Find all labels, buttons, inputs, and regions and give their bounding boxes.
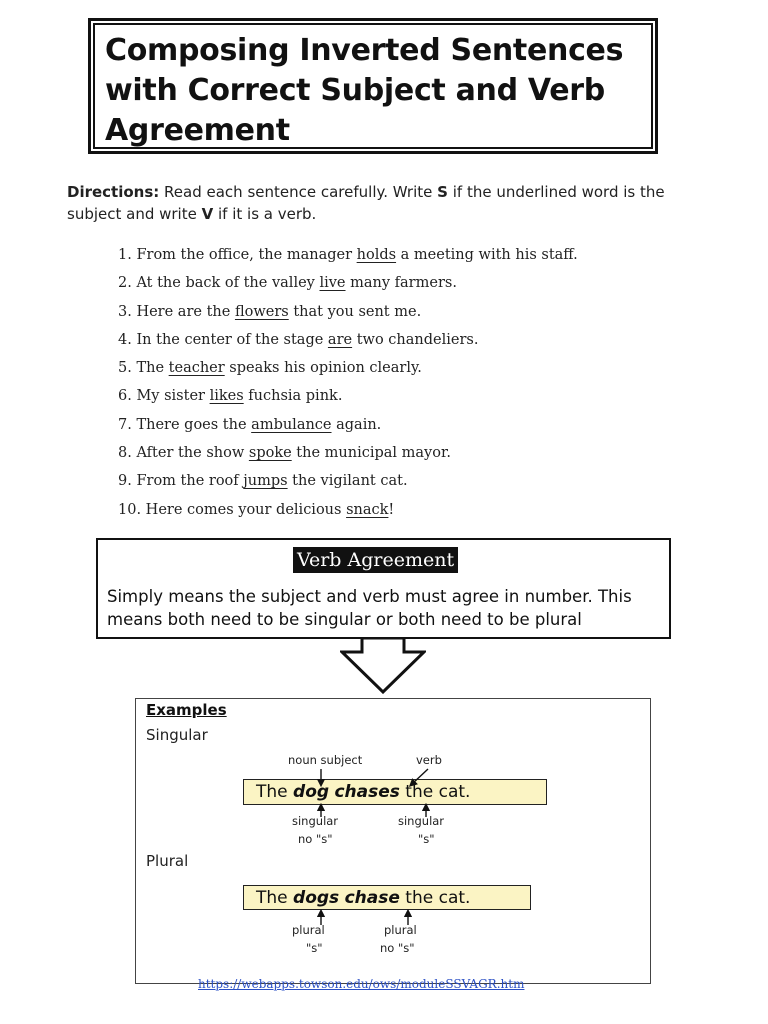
- sentence-before: In the center of the stage: [136, 331, 328, 348]
- underlined-word: teacher: [168, 360, 225, 377]
- sentence-before: At the back of the valley: [136, 275, 320, 292]
- title-line-1: Composing Inverted Sentences: [105, 33, 624, 68]
- sentence-number: 10.: [118, 501, 142, 518]
- sentence-before: There goes the: [136, 416, 252, 433]
- sentence-before: Here comes your delicious: [145, 501, 347, 518]
- sentence-subject: dog: [293, 782, 330, 802]
- underlined-word: likes: [209, 388, 244, 405]
- sentence-verb: chase: [344, 888, 400, 908]
- examples-figure: [135, 698, 651, 984]
- sentence-number: 2.: [118, 275, 132, 292]
- underlined-word: live: [319, 275, 346, 292]
- sentence-number: 5.: [118, 360, 132, 377]
- noun-subject-label: noun subject: [288, 753, 363, 767]
- plural-right-sublabel: no "s": [380, 941, 415, 955]
- source-link[interactable]: https://webapps.towson.edu/ows/moduleSSVAGR.htm: [198, 977, 525, 991]
- sentence-after: fuchsia pink.: [243, 388, 343, 405]
- directions-text-2: if the underlined word is the subject and write: [67, 183, 665, 223]
- sentence-number: 1.: [118, 247, 132, 263]
- sentence-rest: the cat.: [399, 888, 471, 908]
- verb-agreement-definition: Simply means the subject and verb must agree in number. This means both need to be singular or both need to be plural: [107, 587, 632, 629]
- sentence-before: My sister: [136, 388, 210, 405]
- sentence-number: 9.: [118, 473, 132, 490]
- sentence-number: 7.: [118, 416, 132, 433]
- title-inner-border: [93, 23, 653, 149]
- title-box: [88, 18, 658, 154]
- underlined-word: flowers: [234, 303, 289, 320]
- sentence-item: [118, 356, 578, 384]
- underlined-word: snack: [346, 501, 389, 518]
- sentence-number: 6.: [118, 388, 132, 405]
- sentence-item: [118, 271, 578, 299]
- sentence-before: From the roof: [136, 473, 244, 490]
- sentence-after: many farmers.: [345, 275, 457, 292]
- examples-title: Examples: [146, 701, 227, 719]
- sentence-after: two chandeliers.: [352, 331, 479, 348]
- sentence-rest: the cat.: [399, 782, 471, 802]
- sentence-before: The: [136, 360, 169, 377]
- verb-agreement-heading: Verb Agreement: [293, 547, 458, 573]
- singular-label: Singular: [146, 726, 208, 744]
- directions-label: Directions:: [67, 183, 160, 201]
- verb-label: verb: [416, 753, 442, 767]
- sentence-after: the municipal mayor.: [291, 445, 451, 462]
- sentence-before: From the office, the manager: [136, 247, 357, 263]
- down-arrow-icon: [340, 638, 426, 694]
- sentence-the: The: [256, 888, 294, 908]
- singular-left-sublabel: no "s": [298, 832, 333, 846]
- title-line-2: with Correct Subject and Verb: [105, 73, 605, 108]
- singular-right-sublabel: "s": [418, 832, 435, 846]
- sentence-number: 4.: [118, 331, 132, 348]
- sentence-list: [118, 243, 578, 526]
- sentence-number: 3.: [118, 303, 132, 320]
- sentence-item: [118, 498, 578, 526]
- verb-agreement-box: [96, 538, 671, 639]
- directions-text-1: Read each sentence carefully. Write: [159, 183, 438, 201]
- sentence-before: After the show: [136, 445, 249, 462]
- page-title: [105, 31, 641, 151]
- sentence-subject: dogs: [293, 888, 340, 908]
- arrow-verb: [412, 769, 428, 784]
- sentence-number: 8.: [118, 445, 132, 462]
- sentence-after: the vigilant cat.: [287, 473, 408, 490]
- plural-right-label: plural: [384, 923, 417, 937]
- underlined-word: holds: [356, 247, 397, 263]
- plural-left-sublabel: "s": [306, 941, 323, 955]
- sentence-before: Here are the: [136, 303, 235, 320]
- sentence-item: [118, 469, 578, 497]
- sentence-item: [118, 441, 578, 469]
- directions-s-letter: S: [437, 183, 448, 201]
- sentence-item: [118, 413, 578, 441]
- sentence-after: again.: [331, 416, 382, 433]
- sentence-item: [118, 328, 578, 356]
- sentence-after: a meeting with his staff.: [396, 247, 578, 263]
- directions: [67, 181, 677, 225]
- sentence-after: speaks his opinion clearly.: [224, 360, 422, 377]
- underlined-word: jumps: [243, 473, 288, 490]
- singular-left-label: singular: [292, 814, 339, 828]
- sentence-item: [118, 384, 578, 412]
- sentence-item: [118, 243, 578, 271]
- sentence-the: The: [256, 782, 294, 802]
- sentence-after: !: [388, 501, 395, 518]
- underlined-word: are: [327, 331, 353, 348]
- plural-left-label: plural: [292, 923, 325, 937]
- singular-right-label: singular: [398, 814, 445, 828]
- sentence-verb: chases: [334, 782, 400, 802]
- title-line-3: Agreement: [105, 113, 290, 148]
- underlined-word: ambulance: [251, 416, 332, 433]
- directions-text-3: if it is a verb.: [213, 205, 317, 223]
- example-arrows: [136, 699, 652, 985]
- directions-v-letter: V: [201, 205, 214, 223]
- sentence-after: that you sent me.: [288, 303, 422, 320]
- underlined-word: spoke: [248, 445, 292, 462]
- plural-label: Plural: [146, 852, 189, 870]
- sentence-item: [118, 300, 578, 328]
